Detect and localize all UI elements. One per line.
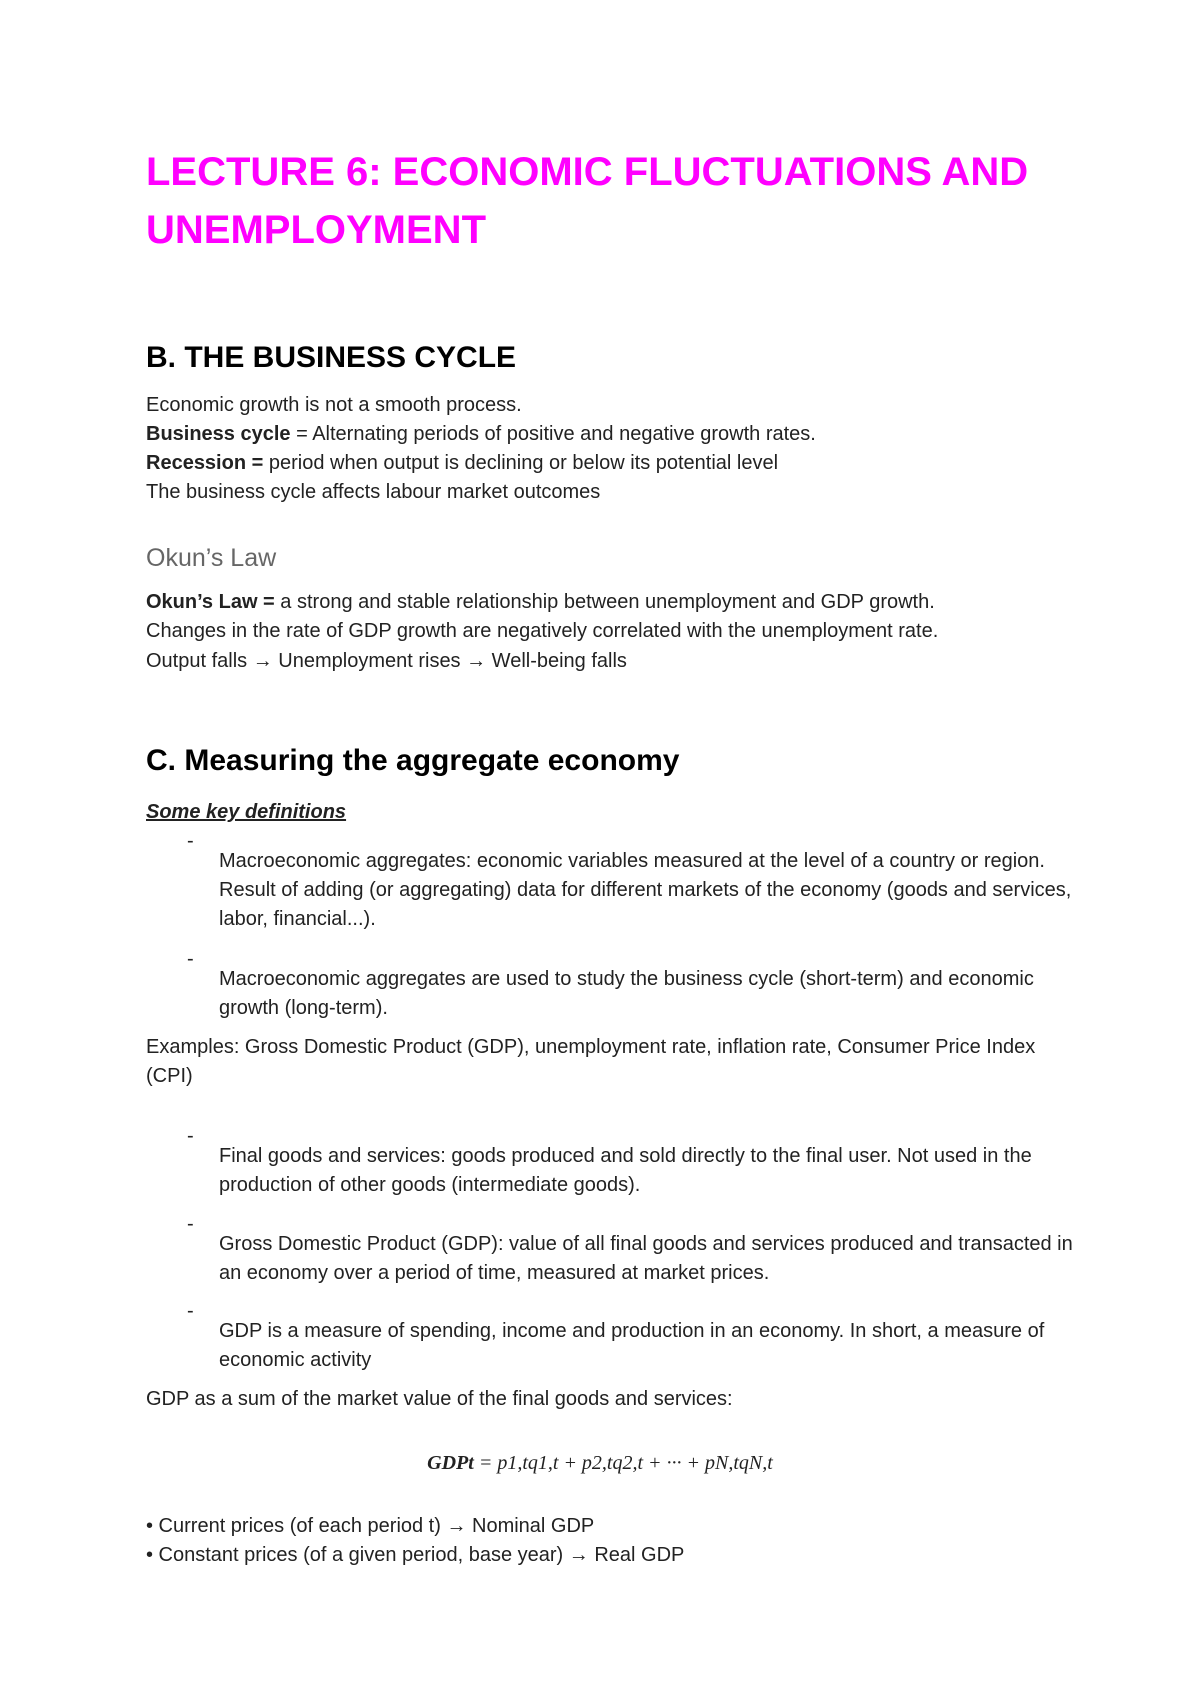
page-title: LECTURE 6: ECONOMIC FLUCTUATIONS AND UNEMPLOYMENT <box>146 150 1029 252</box>
paragraph-okun-correlation: Changes in the rate of GDP growth are negatively correlated with the unemployment rate. <box>146 620 939 642</box>
bullet-marker: - <box>187 948 194 970</box>
paragraph-okun-chain: Output falls → Unemployment rises → Well-being falls <box>146 650 627 672</box>
term-business-cycle: Business cycle <box>146 423 291 445</box>
term-recession: Recession = <box>146 452 264 474</box>
paragraph-okun-def <box>146 588 935 617</box>
paragraph-labour-market: The business cycle affects labour market outcomes <box>146 481 601 503</box>
list-item-final-goods: Final goods and services: goods produced and sold directly to the final user. Not used in the production of other goods (intermediate goods). <box>219 1145 1032 1196</box>
okun-heading: Okun’s Law <box>146 544 277 572</box>
def-okun: a strong and stable relationship between unemployment and GDP growth. <box>274 591 935 613</box>
list-item-aggregates-use: Macroeconomic aggregates are used to study the business cycle (short-term) and economic growth (long-term). <box>219 968 1034 1019</box>
paragraph-recession <box>146 449 778 478</box>
bullet-marker: - <box>187 830 194 852</box>
formula-rhs: = p1,tq1,t + p2,tq2,t + ··· + pN,tqN,t <box>473 1452 773 1474</box>
key-definitions-subheading: Some key definitions <box>146 801 347 823</box>
def-business-cycle: = Alternating periods of positive and negative growth rates. <box>290 423 816 445</box>
bullet-marker: - <box>187 1125 194 1147</box>
def-recession: period when output is declining or below its potential level <box>263 452 779 474</box>
section-b-heading: B. THE BUSINESS CYCLE <box>146 341 517 374</box>
section-c-heading: C. Measuring the aggregate economy <box>146 744 680 777</box>
paragraph-growth: Economic growth is not a smooth process. <box>146 394 522 416</box>
term-okun: Okun’s Law = <box>146 591 275 613</box>
paragraph-gdp-sum: GDP as a sum of the market value of the final goods and services: <box>146 1388 733 1410</box>
bullet-marker: - <box>187 1300 194 1322</box>
paragraph-real-gdp: • Constant prices (of a given period, base year) → Real GDP <box>146 1544 685 1566</box>
paragraph-nominal-gdp: • Current prices (of each period t) → Nominal GDP <box>146 1515 595 1537</box>
paragraph-examples: Examples: Gross Domestic Product (GDP), unemployment rate, inflation rate, Consumer Price Index (CPI) <box>146 1036 1036 1087</box>
list-item-gdp-measure: GDP is a measure of spending, income and production in an economy. In short, a measure of economic activity <box>219 1320 1045 1371</box>
bullet-marker: - <box>187 1213 194 1235</box>
formula-lhs: GDPt <box>427 1452 474 1474</box>
list-item-macro-aggregates: Macroeconomic aggregates: economic variables measured at the level of a country or region. Result of adding (or aggregating) data for different markets of the economy (goods and services, labor, financial...). <box>219 850 1072 930</box>
list-item-gdp-definition: Gross Domestic Product (GDP): value of all final goods and services produced and transacted in an economy over a period of time, measured at market prices. <box>219 1233 1073 1284</box>
paragraph-business-cycle <box>146 420 816 449</box>
gdp-formula <box>0 1449 1200 1477</box>
